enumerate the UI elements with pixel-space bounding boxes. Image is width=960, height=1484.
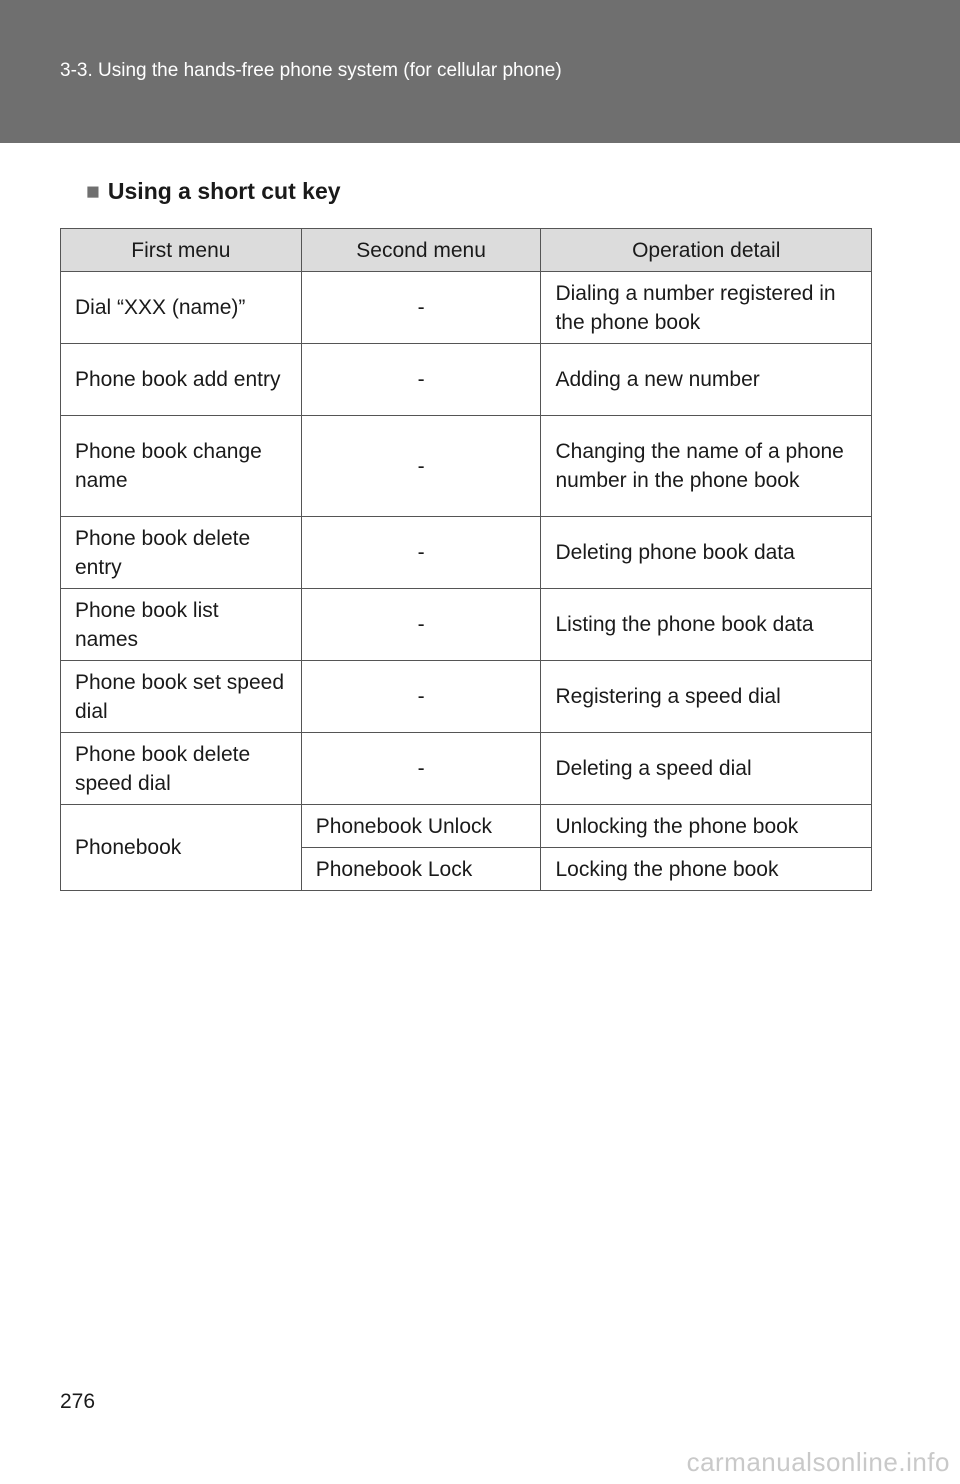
first-menu-cell: Phone book delete entry: [61, 517, 302, 589]
table-row: [61, 517, 872, 589]
second-menu-cell: -: [301, 416, 541, 517]
second-menu-cell: -: [301, 344, 541, 416]
operation-detail-cell: Locking the phone book: [541, 848, 872, 891]
table-row: [61, 733, 872, 805]
table-row: [61, 272, 872, 344]
header-band: [0, 0, 960, 143]
first-menu-cell: Phone book change name: [61, 416, 302, 517]
column-header-second-menu: Second menu: [301, 229, 541, 272]
operation-detail-cell: Deleting a speed dial: [541, 733, 872, 805]
second-menu-cell: Phonebook Unlock: [301, 805, 541, 848]
square-bullet-icon: ■: [86, 178, 100, 204]
operation-detail-cell: Registering a speed dial: [541, 661, 872, 733]
operation-detail-cell: Changing the name of a phone number in the phone book: [541, 416, 872, 517]
table-row: [61, 805, 872, 848]
second-menu-cell: -: [301, 661, 541, 733]
table-header-row: [61, 229, 872, 272]
chapter-heading: 3-3. Using the hands-free phone system (for cellular phone): [60, 60, 562, 81]
column-header-first-menu: First menu: [61, 229, 302, 272]
operation-detail-cell: Unlocking the phone book: [541, 805, 872, 848]
watermark: carmanualsonline.info: [686, 1447, 950, 1477]
section-title-text: Using a short cut key: [107, 178, 341, 204]
first-menu-cell: Phonebook: [61, 805, 302, 891]
second-menu-cell: Phonebook Lock: [301, 848, 541, 891]
first-menu-cell: Phone book set speed dial: [61, 661, 302, 733]
first-menu-cell: Dial “XXX (name)”: [61, 272, 302, 344]
section-title: [86, 178, 341, 205]
operation-detail-cell: Deleting phone book data: [541, 517, 872, 589]
operation-detail-cell: Adding a new number: [541, 344, 872, 416]
first-menu-cell: Phone book delete speed dial: [61, 733, 302, 805]
table-row: [61, 589, 872, 661]
table-row: [61, 416, 872, 517]
first-menu-cell: Phone book add entry: [61, 344, 302, 416]
second-menu-cell: -: [301, 589, 541, 661]
column-header-operation-detail: Operation detail: [541, 229, 872, 272]
operation-detail-cell: Dialing a number registered in the phone book: [541, 272, 872, 344]
second-menu-cell: -: [301, 517, 541, 589]
shortcut-menu-table: [60, 228, 872, 891]
second-menu-cell: -: [301, 733, 541, 805]
operation-detail-cell: Listing the phone book data: [541, 589, 872, 661]
table-row: [61, 661, 872, 733]
second-menu-cell: -: [301, 272, 541, 344]
table-row: [61, 344, 872, 416]
page-number: 276: [60, 1390, 96, 1413]
first-menu-cell: Phone book list names: [61, 589, 302, 661]
